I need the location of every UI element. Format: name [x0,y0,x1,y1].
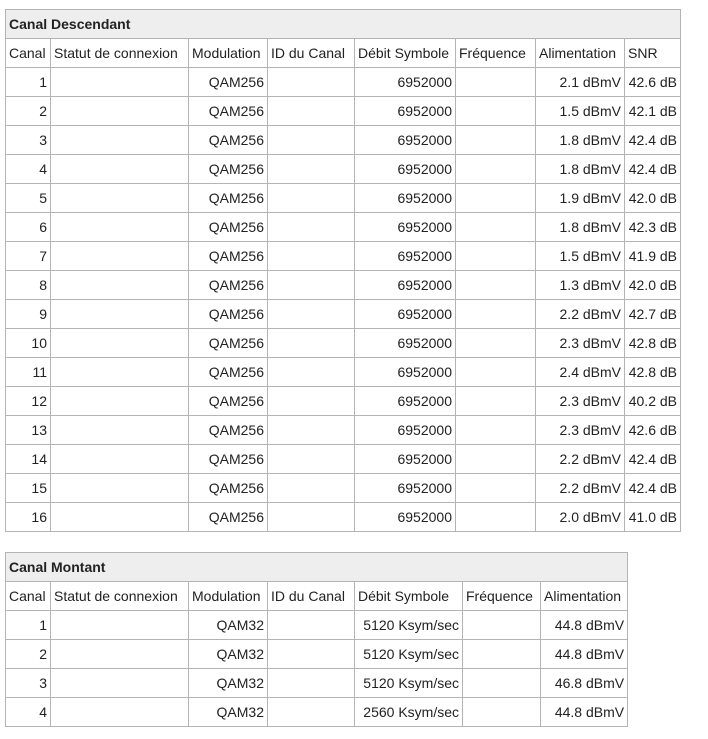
cell-alimentation: 2.2 dBmV [536,300,625,329]
cell-canal: 2 [6,97,51,126]
cell-id [268,97,355,126]
cell-debit: 6952000 [355,184,456,213]
cell-statut [51,329,189,358]
cell-statut [51,242,189,271]
table-row [6,242,681,271]
cell-debit: 6952000 [355,97,456,126]
cell-debit: 6952000 [355,242,456,271]
cell-alimentation: 46.8 dBmV [541,669,628,698]
cell-id [268,445,355,474]
cell-debit: 6952000 [355,126,456,155]
table-row [6,358,681,387]
cell-frequence [456,97,536,126]
cell-statut [51,611,189,640]
cell-modulation: QAM256 [189,474,268,503]
cell-statut [51,68,189,97]
cell-alimentation: 1.5 dBmV [536,97,625,126]
cell-snr: 42.6 dB [625,416,681,445]
down-header-cell: SNR [625,39,681,68]
cell-canal: 3 [6,669,51,698]
table-row [6,68,681,97]
down-header-cell: ID du Canal [268,39,355,68]
down-header-cell: Canal [6,39,51,68]
cell-statut [51,387,189,416]
cell-alimentation: 2.3 dBmV [536,387,625,416]
cell-alimentation: 2.3 dBmV [536,329,625,358]
cell-debit: 6952000 [355,416,456,445]
cell-id [268,329,355,358]
cell-id [268,416,355,445]
cell-debit: 6952000 [355,358,456,387]
table-row [6,611,628,640]
cell-statut [51,640,189,669]
cell-modulation: QAM256 [189,416,268,445]
down-header-cell: Statut de connexion [51,39,189,68]
cell-modulation: QAM256 [189,242,268,271]
upstream-table [5,552,628,727]
cell-snr: 42.4 dB [625,474,681,503]
table-row [6,416,681,445]
table-row [6,387,681,416]
cell-snr: 42.1 dB [625,97,681,126]
cell-snr: 42.4 dB [625,155,681,184]
cell-snr: 42.6 dB [625,68,681,97]
cell-modulation: QAM256 [189,358,268,387]
cell-id [268,503,355,532]
table-row [6,698,628,727]
cell-statut [51,184,189,213]
cell-alimentation: 44.8 dBmV [541,698,628,727]
cell-canal: 11 [6,358,51,387]
cell-frequence [456,358,536,387]
cell-alimentation: 2.0 dBmV [536,503,625,532]
cell-snr: 41.9 dB [625,242,681,271]
table-row [6,474,681,503]
cell-canal: 1 [6,611,51,640]
down-header-cell: Fréquence [456,39,536,68]
cell-debit: 6952000 [355,300,456,329]
cell-debit: 6952000 [355,474,456,503]
cell-frequence [456,184,536,213]
cell-alimentation: 1.8 dBmV [536,155,625,184]
cell-canal: 3 [6,126,51,155]
cell-frequence [463,640,541,669]
up-header-cell: Statut de connexion [51,582,189,611]
cell-id [268,68,355,97]
cell-id [268,126,355,155]
cell-frequence [456,329,536,358]
cell-id [268,474,355,503]
cell-statut [51,271,189,300]
cell-frequence [456,474,536,503]
cell-frequence [463,669,541,698]
down-header-cell: Alimentation [536,39,625,68]
cell-id [268,213,355,242]
table-row [6,669,628,698]
cell-id [268,300,355,329]
cell-snr: 41.0 dB [625,503,681,532]
cell-frequence [456,68,536,97]
cell-modulation: QAM32 [189,640,268,669]
cell-modulation: QAM256 [189,300,268,329]
cell-alimentation: 2.2 dBmV [536,445,625,474]
cell-canal: 15 [6,474,51,503]
cell-modulation: QAM256 [189,213,268,242]
cell-canal: 1 [6,68,51,97]
table-row [6,329,681,358]
cell-alimentation: 44.8 dBmV [541,611,628,640]
up-header-cell: Modulation [189,582,268,611]
cell-statut [51,698,189,727]
cell-frequence [463,611,541,640]
cell-id [268,698,355,727]
downstream-body [6,68,681,532]
cell-modulation: QAM256 [189,184,268,213]
table-row [6,300,681,329]
cell-frequence [456,300,536,329]
cell-statut [51,358,189,387]
cell-statut [51,126,189,155]
cell-modulation: QAM256 [189,126,268,155]
cell-id [268,387,355,416]
cell-frequence [456,126,536,155]
cell-id [268,155,355,184]
cell-canal: 4 [6,698,51,727]
cell-modulation: QAM256 [189,97,268,126]
table-row [6,271,681,300]
cell-modulation: QAM256 [189,271,268,300]
downstream-title: Canal Descendant [6,10,681,39]
cell-debit: 6952000 [355,445,456,474]
cell-alimentation: 1.8 dBmV [536,213,625,242]
cell-id [268,358,355,387]
cell-modulation: QAM256 [189,503,268,532]
cell-frequence [456,416,536,445]
cell-canal: 4 [6,155,51,184]
cell-statut [51,97,189,126]
down-header-cell: Débit Symbole [355,39,456,68]
cell-snr: 42.4 dB [625,126,681,155]
table-row [6,213,681,242]
up-header-cell: Alimentation [541,582,628,611]
upstream-header-row [6,582,628,611]
cell-canal: 6 [6,213,51,242]
up-header-cell: Fréquence [463,582,541,611]
cell-canal: 8 [6,271,51,300]
cell-alimentation: 1.5 dBmV [536,242,625,271]
cell-debit: 5120 Ksym/sec [355,640,463,669]
cell-id [268,669,355,698]
cell-frequence [456,271,536,300]
cell-frequence [456,155,536,184]
cell-modulation: QAM32 [189,698,268,727]
cell-alimentation: 2.2 dBmV [536,474,625,503]
cell-alimentation: 2.4 dBmV [536,358,625,387]
downstream-header-row [6,39,681,68]
upstream-title: Canal Montant [6,553,628,582]
cell-snr: 42.4 dB [625,445,681,474]
table-row [6,445,681,474]
upstream-body [6,611,628,727]
table-row [6,155,681,184]
cell-modulation: QAM32 [189,669,268,698]
cell-canal: 2 [6,640,51,669]
table-row [6,640,628,669]
cell-statut [51,503,189,532]
up-header-cell: ID du Canal [268,582,355,611]
cell-debit: 6952000 [355,155,456,184]
cell-modulation: QAM32 [189,611,268,640]
cell-alimentation: 1.9 dBmV [536,184,625,213]
cell-modulation: QAM256 [189,387,268,416]
table-row [6,97,681,126]
cell-canal: 5 [6,184,51,213]
cell-modulation: QAM256 [189,68,268,97]
cell-snr: 42.3 dB [625,213,681,242]
cell-alimentation: 1.3 dBmV [536,271,625,300]
cell-frequence [463,698,541,727]
table-row [6,126,681,155]
cell-debit: 6952000 [355,68,456,97]
cell-statut [51,474,189,503]
cell-canal: 14 [6,445,51,474]
cell-frequence [456,242,536,271]
cell-alimentation: 44.8 dBmV [541,640,628,669]
cell-modulation: QAM256 [189,329,268,358]
cell-snr: 42.0 dB [625,184,681,213]
cell-debit: 6952000 [355,271,456,300]
cell-statut [51,300,189,329]
cell-statut [51,213,189,242]
cell-canal: 9 [6,300,51,329]
cell-snr: 42.8 dB [625,329,681,358]
cell-alimentation: 2.1 dBmV [536,68,625,97]
downstream-table [5,9,681,532]
cell-debit: 6952000 [355,503,456,532]
cell-canal: 12 [6,387,51,416]
cell-alimentation: 1.8 dBmV [536,126,625,155]
cell-frequence [456,387,536,416]
cell-debit: 6952000 [355,213,456,242]
cell-modulation: QAM256 [189,155,268,184]
cell-snr: 42.7 dB [625,300,681,329]
up-header-cell: Débit Symbole [355,582,463,611]
cell-statut [51,445,189,474]
cell-canal: 13 [6,416,51,445]
cell-modulation: QAM256 [189,445,268,474]
cell-alimentation: 2.3 dBmV [536,416,625,445]
table-row [6,503,681,532]
table-row [6,184,681,213]
cell-debit: 5120 Ksym/sec [355,669,463,698]
cell-canal: 10 [6,329,51,358]
cell-statut [51,155,189,184]
cell-statut [51,669,189,698]
cell-canal: 16 [6,503,51,532]
cell-statut [51,416,189,445]
up-header-cell: Canal [6,582,51,611]
cell-id [268,242,355,271]
cell-debit: 6952000 [355,329,456,358]
cell-debit: 5120 Ksym/sec [355,611,463,640]
cell-frequence [456,503,536,532]
cell-snr: 42.0 dB [625,271,681,300]
cell-id [268,640,355,669]
cell-debit: 2560 Ksym/sec [355,698,463,727]
cell-canal: 7 [6,242,51,271]
down-header-cell: Modulation [189,39,268,68]
cell-id [268,611,355,640]
cell-debit: 6952000 [355,387,456,416]
cell-frequence [456,213,536,242]
cell-snr: 40.2 dB [625,387,681,416]
cell-id [268,271,355,300]
cell-snr: 42.8 dB [625,358,681,387]
cell-id [268,184,355,213]
cell-frequence [456,445,536,474]
